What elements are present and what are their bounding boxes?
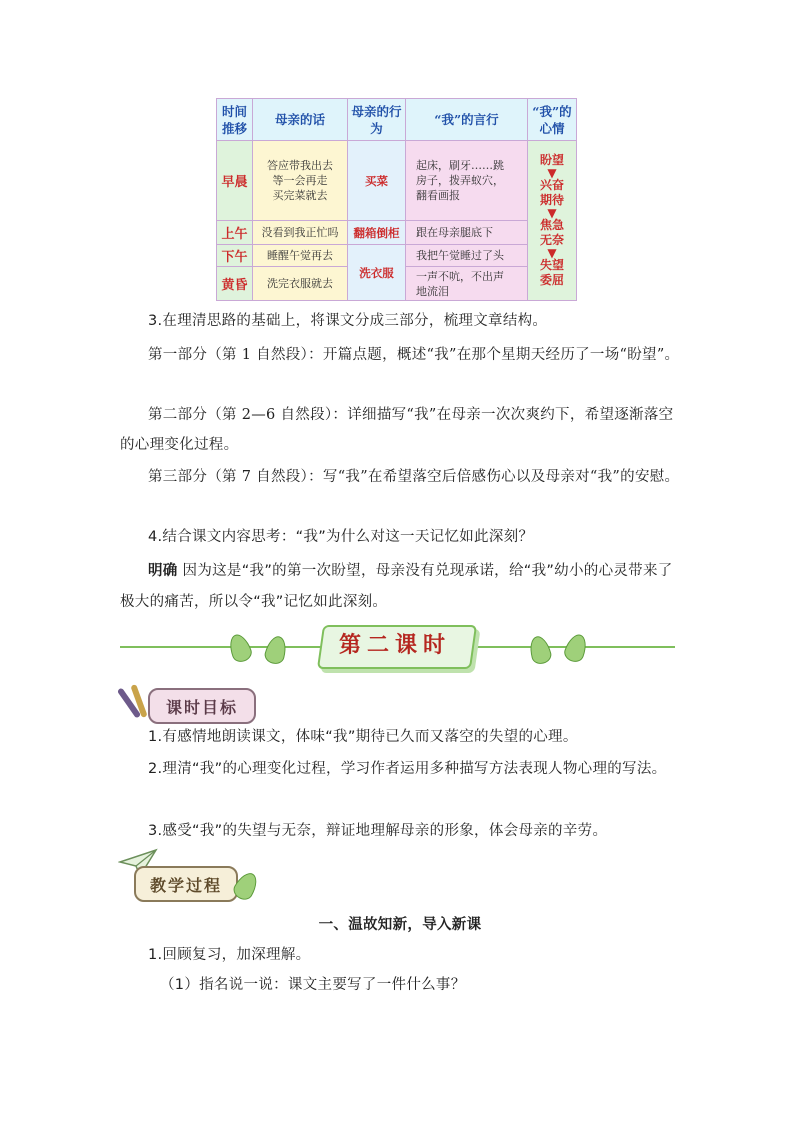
mood-5: 无奈 (539, 233, 564, 247)
row-words: 洗完衣服就去 (253, 267, 348, 301)
mood-4: 焦急 (539, 218, 564, 232)
leaf-icon (527, 634, 554, 666)
row-time: 上午 (217, 221, 253, 245)
header-mood: “我”的心情 (528, 99, 577, 141)
process-heading: 一、温故知新，导入新课 (318, 917, 482, 933)
mood-3: 期待 (539, 193, 564, 207)
part-3: 第三部分（第 7 自然段）：写“我”在希望落空后倍感伤心以及母亲对“我”的安慰。 (148, 469, 680, 485)
process-tag: 教学过程 (134, 866, 238, 902)
leaf-icon (226, 631, 254, 664)
row-deed: 一声不吭，不出声 地流泪 (406, 267, 528, 301)
item-3: 3.在理清思路的基础上，将课文分成三部分，梳理文章结构。 (148, 313, 548, 329)
row-deed: 我把午觉睡过了头 (406, 245, 528, 267)
row-act: 翻箱倒柜 (348, 221, 406, 245)
answer-paragraph (120, 556, 680, 618)
row-time: 早晨 (217, 141, 253, 221)
row-deed: 跟在母亲腿底下 (406, 221, 528, 245)
part-1: 第一部分（第 1 自然段）：开篇点题，概述“我”在那个星期天经历了一场“盼望”。 (148, 347, 680, 363)
goals-tag: 课时目标 (148, 688, 256, 724)
row-time: 黄昏 (217, 267, 253, 301)
mood-column (528, 141, 577, 301)
goal-1: 1.有感情地朗读课文，体味“我”期待已久而又落空的失望的心理。 (148, 729, 578, 745)
process-sub-1: （1）指名说一说：课文主要写了一件什么事？ (160, 977, 466, 993)
leaf-icon (562, 631, 590, 664)
row-words: 睡醒午觉再去 (253, 245, 348, 267)
row-words: 答应带我出去 等一会再走 买完菜就去 (253, 141, 348, 221)
row-act: 买菜 (348, 141, 406, 221)
mood-7: 委屈 (539, 273, 564, 287)
row-act: 洗衣服 (348, 245, 406, 301)
goal-3: 3.感受“我”的失望与无奈，辩证地理解母亲的形象，体会母亲的辛劳。 (148, 823, 608, 839)
arrow-down-icon: ▼ (547, 166, 557, 180)
banner-title: 第二课时 (338, 633, 451, 658)
process-item-1: 1.回顾复习，加深理解。 (148, 947, 311, 963)
row-deed: 起床，刷牙……跳 房子，拨弄蚁穴， 翻看画报 (406, 141, 528, 221)
row-words: 没看到我正忙吗 (253, 221, 348, 245)
header-act: 母亲的行为 (348, 99, 406, 141)
header-words: 母亲的话 (253, 99, 348, 141)
leaf-icon (263, 634, 290, 666)
item-4: 4.结合课文内容思考：“我”为什么对这一天记忆如此深刻？ (148, 529, 534, 545)
mood-1: 盼望 (539, 153, 564, 167)
answer-label: 明确 (148, 563, 178, 579)
header-time: 时间推移 (217, 99, 253, 141)
mood-6: 失望 (539, 258, 564, 272)
part-2: 第二部分（第 2—6 自然段）：详细描写“我”在母亲一次次爽约下，希望逐渐落空的心理变化过程。 (120, 407, 674, 453)
goal-2: 2.理清“我”的心理变化过程，学习作者运用多种描写方法表现人物心理的写法。 (148, 761, 667, 777)
row-time: 下午 (217, 245, 253, 267)
arrow-down-icon: ▼ (547, 206, 557, 220)
answer-text: 因为这是“我”的第一次盼望，母亲没有兑现承诺，给“我”幼小的心灵带来了极大的痛苦，所以令“我”记忆如此深刻。 (120, 563, 673, 610)
arrow-down-icon: ▼ (547, 246, 557, 260)
mood-2: 兴奋 (539, 178, 564, 192)
header-deed: “我”的言行 (406, 99, 528, 141)
summary-table (216, 98, 577, 301)
